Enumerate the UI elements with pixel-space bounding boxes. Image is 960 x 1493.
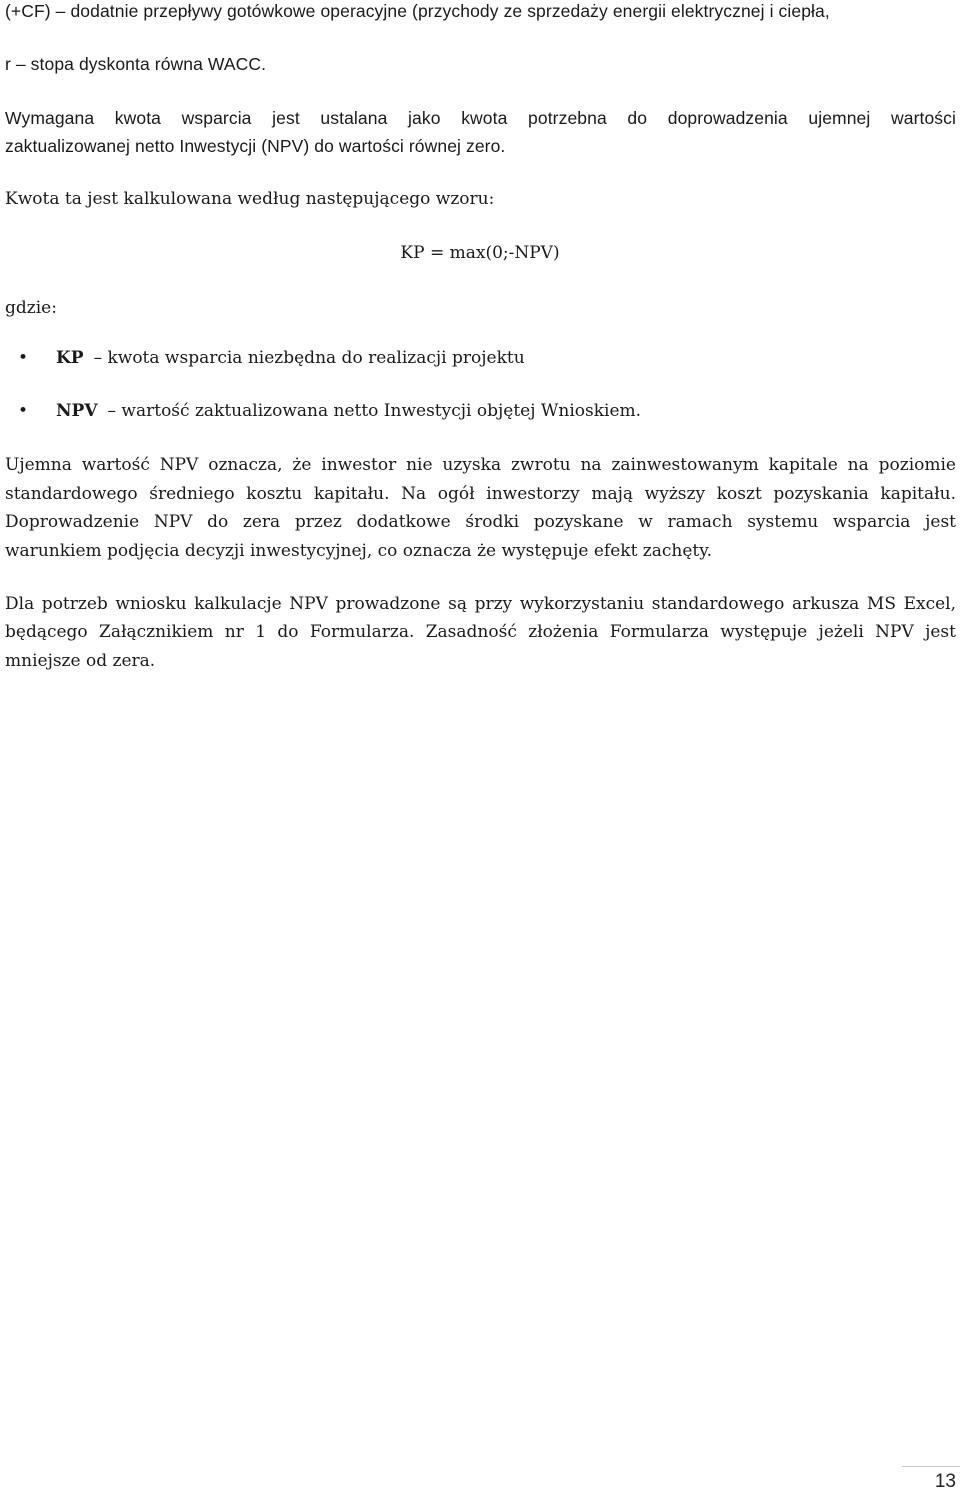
- definition-item-kp: [18, 347, 525, 369]
- npv-paragraph-line-3: Doprowadzenie NPV do zera przez dodatkowe środki pozyskane w ramach systemu wsparcia jest: [5, 512, 956, 532]
- support-paragraph-line-1: Wymagana kwota wsparcia jest ustalana jako kwota potrzebna do doprowadzenia ujemnej wartości: [5, 108, 956, 128]
- page-footer: [902, 1466, 960, 1493]
- definition-text: – wartość zaktualizowana netto Inwestycji objętej Wnioskiem.: [107, 401, 642, 421]
- where-label: gdzie:: [5, 298, 57, 318]
- cf-definition: (+CF) – dodatnie przepływy gotówkowe operacyjne (przychody ze sprzedaży energii elektrycznej i ciepła,: [5, 1, 830, 21]
- npv-paragraph-line-4: warunkiem podjęcia decyzji inwestycyjnej, co oznacza że występuje efekt zachęty.: [5, 541, 713, 561]
- npv-paragraph-line-2: standardowego średniego kosztu kapitału. Na ogół inwestorzy mają wyższy koszt pozyskania kapitału.: [5, 484, 956, 504]
- formula: KP = max(0;-NPV): [400, 243, 560, 263]
- excel-paragraph-line-3: mniejsze od zera.: [5, 651, 156, 671]
- definition-term: KP: [56, 348, 84, 368]
- definition-term: NPV: [56, 401, 98, 421]
- r-definition: r – stopa dyskonta równa WACC.: [5, 54, 267, 74]
- excel-paragraph-line-1: Dla potrzeb wniosku kalkulacje NPV prowadzone są przy wykorzystaniu standardowego arkusza MS Excel,: [5, 594, 956, 614]
- npv-paragraph-line-1: Ujemna wartość NPV oznacza, że inwestor nie uzyska zwrotu na zainwestowanym kapitale na poziomie: [5, 455, 956, 475]
- page-number: 13: [934, 1471, 956, 1492]
- excel-paragraph-line-2: będącego Załącznikiem nr 1 do Formularza. Zasadność złożenia Formularza występuje jeżeli NPV jest: [5, 622, 956, 642]
- support-paragraph-line-2: zaktualizowanej netto Inwestycji (NPV) do wartości równej zero.: [5, 136, 506, 156]
- definition-item-npv: [18, 400, 641, 422]
- bullet-icon: •: [18, 401, 29, 421]
- definition-text: – kwota wsparcia niezbędna do realizacji projektu: [93, 348, 525, 368]
- formula-intro: Kwota ta jest kalkulowana według następującego wzoru:: [5, 189, 495, 209]
- bullet-icon: •: [18, 348, 29, 368]
